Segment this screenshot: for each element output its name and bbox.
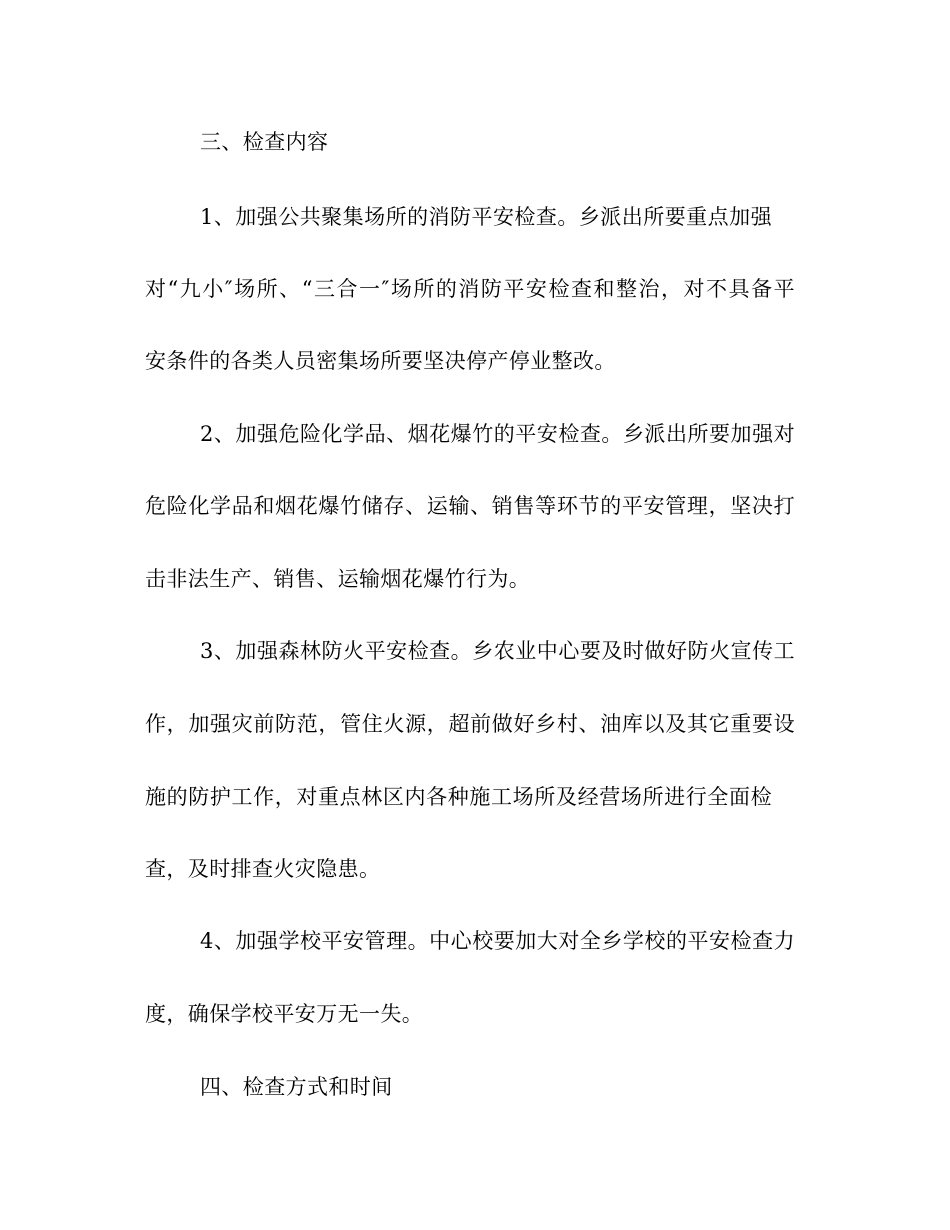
item-2-line-3: 击非法生产、销售、运输烟花爆竹行为。 [145,567,531,591]
item-2-line-1: 2、加强危险化学品、烟花爆竹的平安检查。乡派出所要加强对 [200,422,795,446]
item-3-line-1: 3、加强森林防火平安检查。乡农业中心要及时做好防火宣传工 [200,639,795,663]
item-4-line-1: 4、加强学校平安管理。中心校要加大对全乡学校的平安检查力 [200,929,795,953]
item-1-line-1: 1、加强公共聚集场所的消防平安检查。乡派出所要重点加强 [200,205,772,229]
item-2-line-2: 危险化学品和烟花爆竹储存、运输、销售等环节的平安管理，坚决打 [145,494,795,518]
section-heading-inspection-method: 四、检查方式和时间 [200,1075,393,1099]
item-4-line-2: 度，确保学校平安万无一失。 [145,1002,424,1026]
item-1-line-2: 对“九小″场所、“三合一″场所的消防平安检查和整治，对不具备平 [145,277,795,301]
item-3-line-3: 施的防护工作，对重点林区内各种施工场所及经营场所进行全面检 [145,785,772,809]
item-3-line-4: 查，及时排查火灾隐患。 [145,857,381,881]
item-3-line-2: 作，加强灾前防范，管住火源，超前做好乡村、油库以及其它重要设 [145,712,795,736]
section-heading-inspection-content: 三、检查内容 [200,130,329,154]
item-1-line-3: 安条件的各类人员密集场所要坚决停产停业整改。 [145,349,616,373]
